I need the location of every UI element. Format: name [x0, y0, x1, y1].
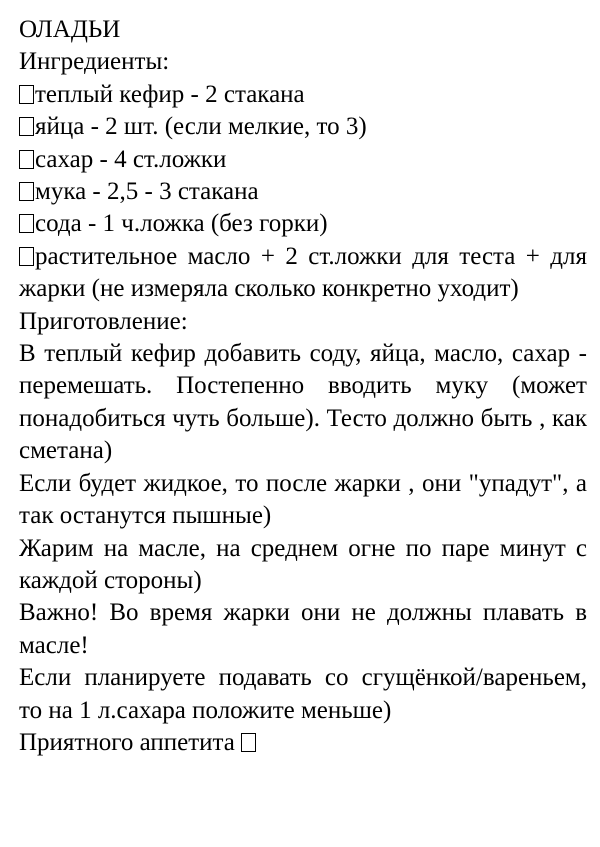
step-paragraph: Жарим на масле, на среднем огне по паре минут с каждой стороны)	[19, 534, 587, 594]
ingredient-text: мука - 2,5 - 3 стакана	[35, 178, 259, 206]
ingredient-item	[19, 208, 587, 240]
checkbox-icon	[241, 733, 256, 752]
ingredient-item	[19, 176, 587, 208]
step-paragraph: В теплый кефир добавить соду, яйца, масло, сахар - перемешать. Постепенно вводить муку (может понадобиться чуть больше). Тесто должно быть , как сметана)	[19, 340, 587, 465]
ingredient-item	[19, 111, 587, 143]
ingredient-text: яйца - 2 шт. (если мелкие, то 3)	[35, 113, 367, 141]
ingredient-item	[19, 241, 587, 306]
closing-text: Приятного аппетита	[19, 728, 235, 756]
step-paragraph: Если будет жидкое, то после жарки , они "упадут", а так останутся пышные)	[19, 469, 587, 530]
checkbox-icon	[19, 117, 34, 136]
closing-line	[19, 727, 587, 759]
ingredient-text: теплый кефир - 2 стакана	[35, 80, 305, 108]
step-paragraph: Важно! Во время жарки они не должны плавать в масле!	[19, 599, 587, 659]
preparation-heading: Приготовление:	[19, 307, 188, 335]
ingredient-text: сода - 1 ч.ложка (без горки)	[35, 210, 328, 238]
ingredients-heading: Ингредиенты:	[19, 48, 170, 76]
ingredients-list	[19, 79, 587, 306]
ingredient-item	[19, 79, 587, 111]
step-paragraph: Если планируете подавать со сгущёнкой/вареньем, то на 1 л.сахара положите меньше)	[19, 664, 587, 724]
checkbox-icon	[19, 85, 34, 104]
recipe-document	[19, 14, 587, 759]
ingredient-text: растительное масло + 2 ст.ложки для теста + для жарки (не измеряла сколько конкретно уходит)	[19, 242, 587, 303]
recipe-title: ОЛАДЬИ	[19, 16, 121, 43]
checkbox-icon	[19, 150, 34, 169]
ingredient-text: сахар - 4 ст.ложки	[35, 145, 227, 173]
preparation-steps	[19, 338, 587, 727]
checkbox-icon	[19, 182, 34, 201]
checkbox-icon	[19, 247, 34, 266]
checkbox-icon	[19, 214, 34, 233]
ingredient-item	[19, 144, 587, 176]
